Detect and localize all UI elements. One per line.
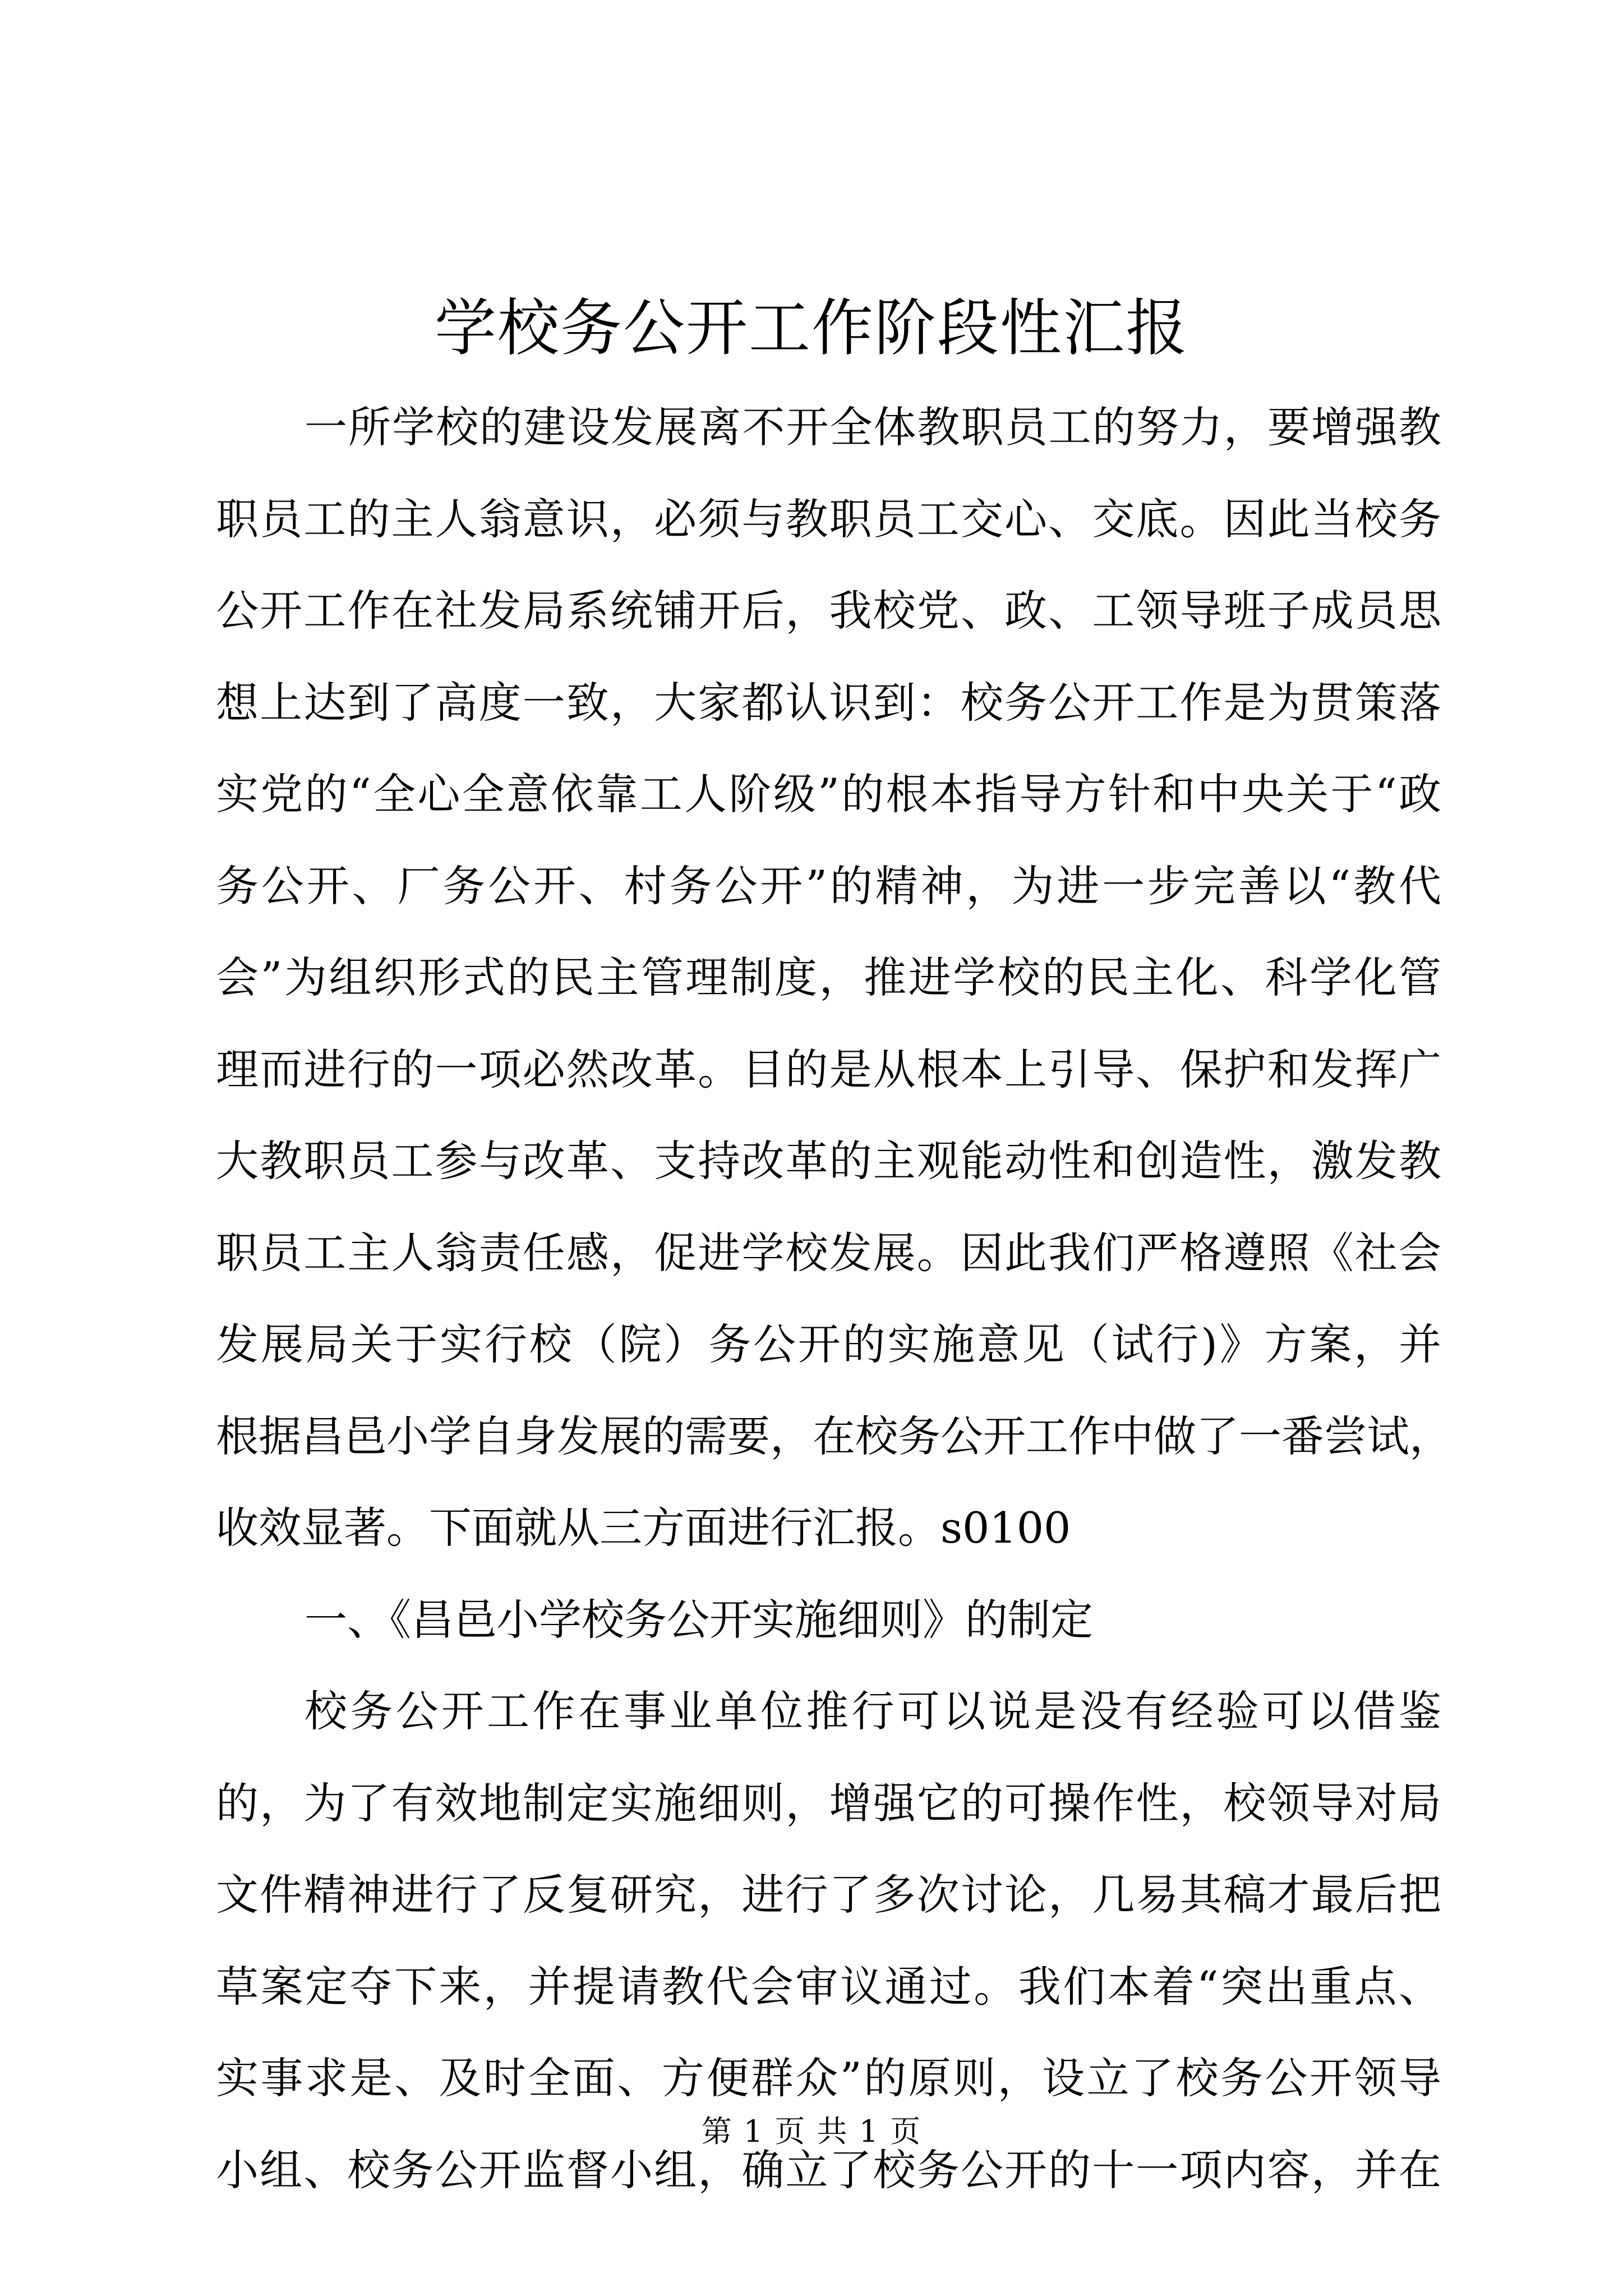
paragraph-line: 会”为组织形式的民主管理制度，推进学校的民主化、科学化管 — [216, 953, 1441, 1002]
page-footer: 第 1 页 共 1 页 — [701, 2114, 922, 2149]
paragraph-line: 想上达到了高度一致，大家都认识到：校务公开工作是为贯策落 — [216, 677, 1441, 728]
paragraph-line: 职员工的主人翁意识，必须与教职员工交心、交底。因此当校务 — [216, 494, 1441, 544]
paragraph-line: 一所学校的建设发展离不开全体教职员工的努力，要增强教 — [305, 402, 1441, 452]
paragraph-line: 实党的“全心全意依靠工人阶级”的根本指导方针和中央关于“政 — [216, 769, 1441, 819]
paragraph-line: 草案定夺下来，并提请教代会审议通过。我们本着“突出重点、 — [216, 1961, 1441, 2012]
paragraph-line: 大教职员工参与改革、支持改革的主观能动性和创造性，激发教 — [216, 1136, 1441, 1186]
document-body — [216, 381, 1452, 2216]
paragraph-line: 收效显著。下面就从三方面进行汇报。s0100 — [216, 1503, 1071, 1553]
paragraph-line: 小组、校务公开监督小组，确立了校务公开的十一项内容，并在 — [216, 2145, 1441, 2195]
paragraph-line: 职员工主人翁责任感，促进学校发展。因此我们严格遵照《社会 — [216, 1227, 1441, 1278]
paragraph-line: 理而进行的一项必然改革。目的是从根本上引导、保护和发挥广 — [216, 1044, 1441, 1094]
document-title: 学校务公开工作阶段性汇报 — [435, 292, 1188, 364]
paragraph-line: 根据昌邑小学自身发展的需要，在校务公开工作中做了一番尝试， — [216, 1411, 1452, 1461]
paragraph-line: 文件精神进行了反复研究，进行了多次讨论，几易其稿才最后把 — [216, 1870, 1441, 1920]
paragraph-line: 公开工作在社发局系统铺开后，我校党、政、工领导班子成员思 — [216, 586, 1441, 636]
paragraph-line: 的，为了有效地制定实施细则，增强它的可操作性，校领导对局 — [216, 1778, 1441, 1828]
section-heading: 一、《昌邑小学校务公开实施细则》的制定 — [305, 1594, 1093, 1645]
paragraph-line: 实事求是、及时全面、方便群众”的原则，设立了校务公开领导 — [216, 2053, 1441, 2103]
paragraph-line: 发展局关于实行校（院）务公开的实施意见（试行)》方案，并 — [216, 1319, 1441, 1369]
paragraph-line: 校务公开工作在事业单位推行可以说是没有经验可以借鉴 — [305, 1686, 1441, 1736]
paragraph-line: 务公开、厂务公开、村务公开”的精神，为进一步完善以“教代 — [216, 861, 1441, 911]
